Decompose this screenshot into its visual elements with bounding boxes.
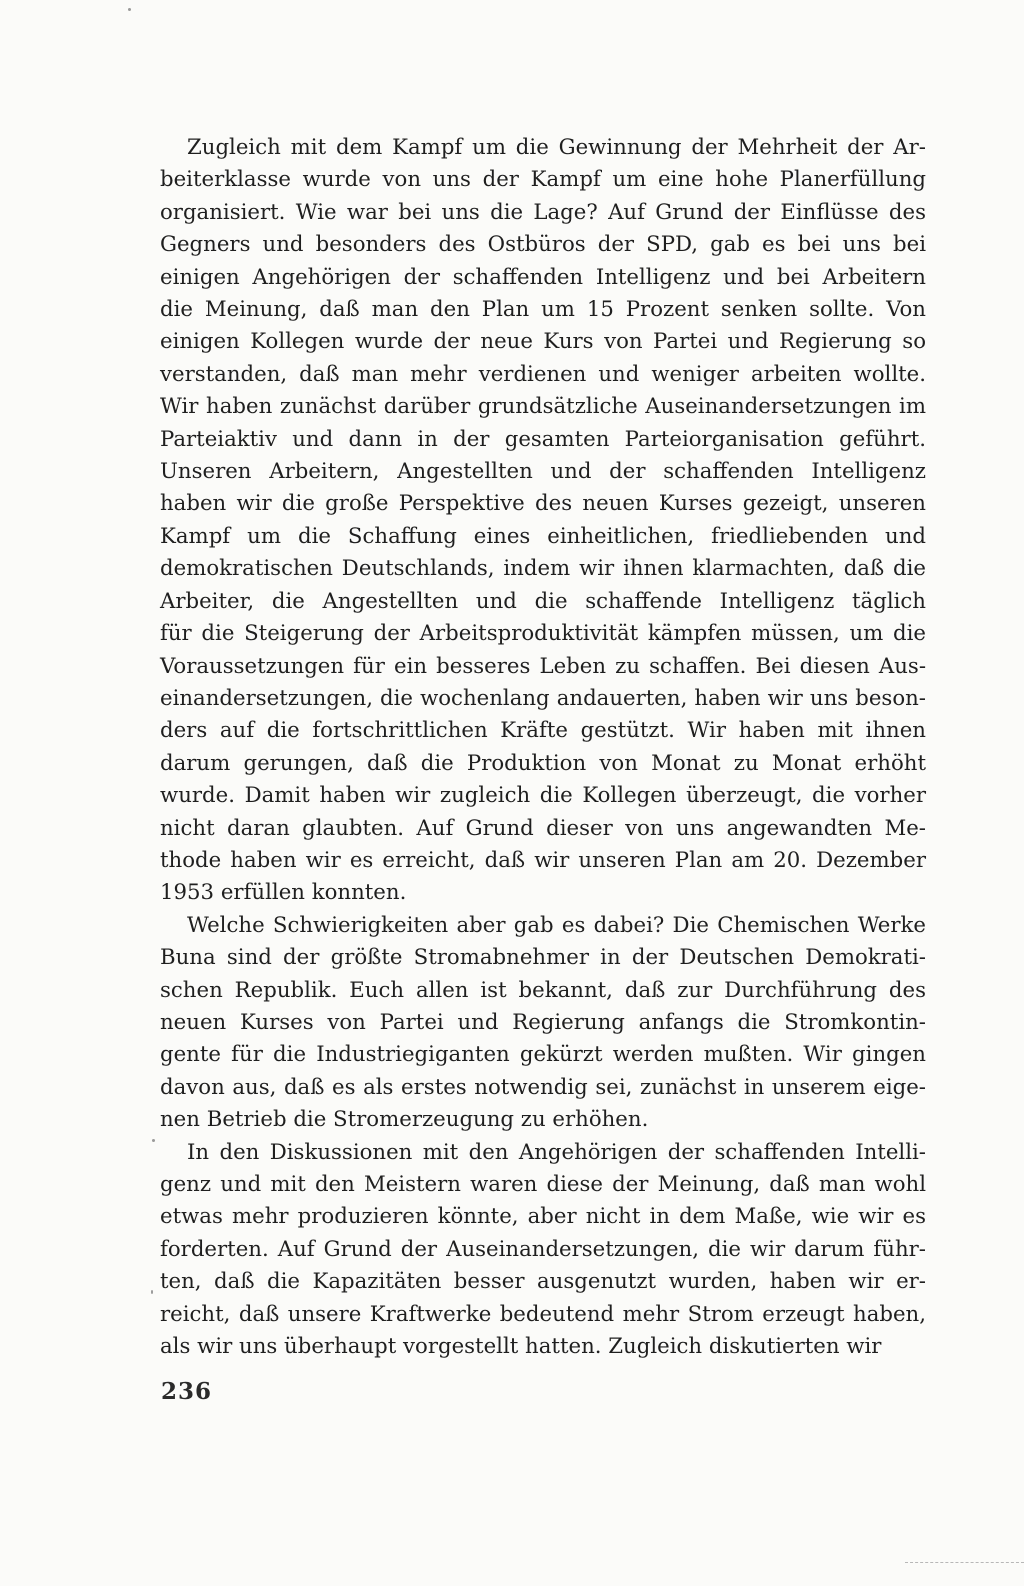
text-line: reicht, daß unsere Kraftwerke bedeutend mehr Strom erzeugt haben,: [160, 1301, 926, 1327]
text-line: Wir haben zunächst darüber grundsätzliche Auseinandersetzungen im: [160, 394, 926, 420]
text-line: organisiert. Wie war bei uns die Lage? Auf Grund der Einflüsse des: [160, 199, 926, 225]
text-line: gente für die Industriegiganten gekürzt werden mußten. Wir gingen: [160, 1042, 926, 1068]
text-line: Parteiaktiv und dann in der gesamten Parteiorganisation geführt.: [160, 426, 926, 452]
text-line: neuen Kurses von Partei und Regierung anfangs die Stromkontin-: [160, 1009, 926, 1035]
scan-speck: [128, 8, 131, 11]
text-line: für die Steigerung der Arbeitsproduktivität kämpfen müssen, um die: [160, 621, 926, 647]
text-line: In den Diskussionen mit den Angehörigen der schaffenden Intelli-: [187, 1139, 926, 1165]
text-line: Gegners und besonders des Ostbüros der SPD, gab es bei uns bei: [160, 232, 926, 258]
scan-speck: [152, 1139, 155, 1142]
text-line: einigen Angehörigen der schaffenden Intelligenz und bei Arbeitern: [160, 264, 926, 290]
text-line: die Meinung, daß man den Plan um 15 Prozent senken sollte. Von: [160, 297, 926, 323]
page-number: 236: [161, 1378, 213, 1405]
text-line: forderten. Auf Grund der Auseinandersetzungen, die wir darum führ-: [160, 1236, 926, 1262]
text-line: 1953 erfüllen konnten.: [160, 880, 407, 906]
text-line: Buna sind der größte Stromabnehmer in der Deutschen Demokrati-: [160, 945, 926, 971]
text-line: genz und mit den Meistern waren diese der Meinung, daß man wohl: [160, 1172, 926, 1197]
text-line: thode haben wir es erreicht, daß wir unseren Plan am 20. Dezember: [160, 847, 926, 873]
text-line: schen Republik. Euch allen ist bekannt, daß zur Durchführung des: [160, 977, 926, 1003]
text-line: demokratischen Deutschlands, indem wir ihnen klarmachten, daß die: [160, 556, 926, 582]
text-line: Voraussetzungen für ein besseres Leben zu schaffen. Bei diesen Aus-: [160, 653, 926, 679]
paragraph-3: [160, 1137, 926, 1364]
text-line: Zugleich mit dem Kampf um die Gewinnung der Mehrheit der Ar-: [187, 135, 926, 160]
text-line: beiterklasse wurde von uns der Kampf um eine hohe Planerfüllung: [160, 167, 926, 193]
page-body: [160, 132, 926, 1363]
text-line: nicht daran glaubten. Auf Grund dieser von uns angewandten Me-: [160, 815, 926, 841]
text-line: ders auf die fortschrittlichen Kräfte gestützt. Wir haben mit ihnen: [160, 718, 926, 744]
text-line: davon aus, daß es als erstes notwendig sei, zunächst in unserem eige-: [160, 1074, 926, 1100]
text-line: Welche Schwierigkeiten aber gab es dabei? Die Chemischen Werke: [187, 912, 926, 938]
scan-edge-line: [905, 1562, 1024, 1563]
text-line: nen Betrieb die Stromerzeugung zu erhöhen.: [160, 1107, 649, 1133]
text-line: als wir uns überhaupt vorgestellt hatten. Zugleich diskutierten wir: [160, 1334, 882, 1360]
text-line: einigen Kollegen wurde der neue Kurs von Partei und Regierung so: [160, 329, 926, 355]
text-line: einandersetzungen, die wochenlang andauerten, haben wir uns beson-: [160, 685, 926, 711]
text-line: Kampf um die Schaffung eines einheitlichen, friedliebenden und: [160, 523, 926, 549]
text-line: haben wir die große Perspektive des neuen Kurses gezeigt, unseren: [160, 491, 926, 517]
text-line: Arbeiter, die Angestellten und die schaffende Intelligenz täglich: [160, 588, 926, 614]
text-line: ten, daß die Kapazitäten besser ausgenutzt wurden, haben wir er-: [160, 1269, 926, 1295]
text-line: darum gerungen, daß die Produktion von Monat zu Monat erhöht: [160, 750, 926, 776]
paragraph-1: [160, 132, 926, 910]
text-line: verstanden, daß man mehr verdienen und weniger arbeiten wollte.: [160, 361, 926, 387]
paragraph-2: [160, 910, 926, 1137]
text-line: wurde. Damit haben wir zugleich die Kollegen überzeugt, die vorher: [160, 783, 926, 809]
text-line: etwas mehr produzieren könnte, aber nicht in dem Maße, wie wir es: [160, 1204, 926, 1230]
text-line: Unseren Arbeitern, Angestellten und der schaffenden Intelligenz: [160, 459, 926, 485]
scan-speck: [151, 1290, 153, 1294]
